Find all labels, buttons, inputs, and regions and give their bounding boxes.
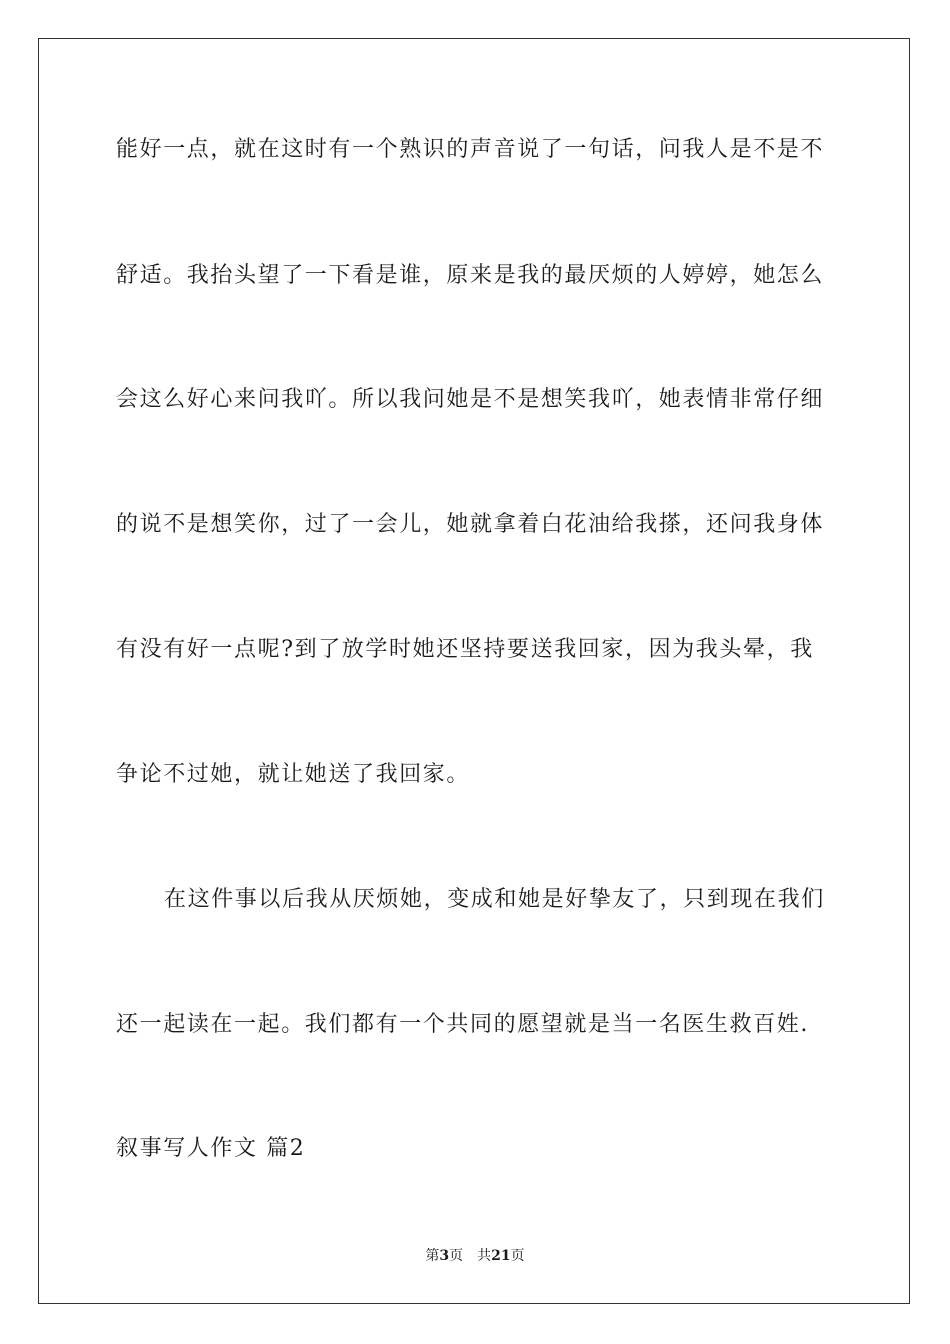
body-text-line-2: 舒适。我抬头望了一下看是谁，原来是我的最厌烦的人婷婷，她怎么 xyxy=(116,263,825,288)
body-text-line-4: 的说不是想笑你，过了一会儿，她就拿着白花油给我搽，还问我身体 xyxy=(116,512,825,537)
footer-total-pages: 21 xyxy=(491,1248,511,1264)
body-text-line-8: 还一起读在一起。我们都有一个共同的愿望就是当一名医生救百姓. xyxy=(116,1012,809,1037)
page-footer xyxy=(0,1246,950,1266)
body-text-line-7: 在这件事以后我从厌烦她，变成和她是好挚友了，只到现在我们 xyxy=(164,887,825,912)
section-heading: 叙事写人作文 篇2 xyxy=(116,1136,306,1161)
body-text-line-6: 争论不过她，就让她送了我回家。 xyxy=(116,762,471,787)
body-text-line-5: 有没有好一点呢?到了放学时她还坚持要送我回家，因为我头晕，我 xyxy=(116,637,814,662)
page-border xyxy=(38,38,910,1304)
footer-total-suffix: 页 xyxy=(510,1248,525,1264)
body-text-line-1: 能好一点，就在这时有一个熟识的声音说了一句话，问我人是不是不 xyxy=(116,137,825,162)
footer-page-suffix: 页 xyxy=(449,1248,464,1264)
footer-total-prefix: 共 xyxy=(477,1248,492,1264)
footer-page-number: 3 xyxy=(439,1248,450,1264)
footer-page-prefix: 第 xyxy=(425,1248,440,1264)
body-text-line-3: 会这么好心来问我吖。所以我问她是不是想笑我吖，她表情非常仔细 xyxy=(116,387,825,412)
